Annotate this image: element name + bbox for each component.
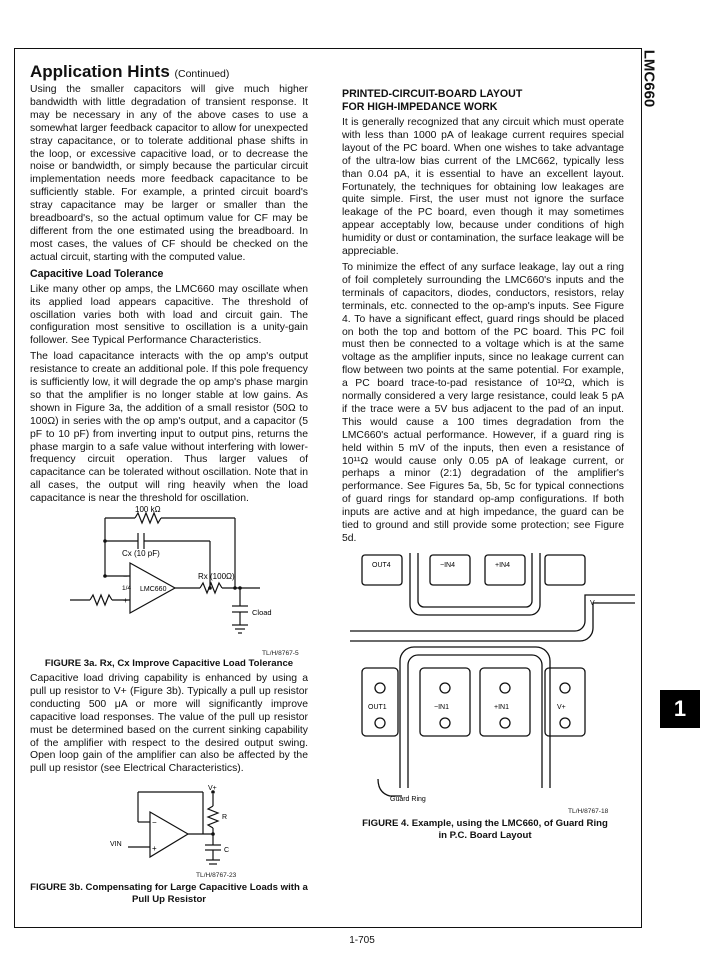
vplus-label: V+: [208, 785, 217, 792]
left-column: [30, 62, 308, 506]
section-tab: 1: [660, 690, 700, 728]
r-label: R: [222, 814, 228, 821]
vminus-label: V−: [590, 600, 599, 607]
svg-text:+: +: [123, 596, 128, 605]
figure-4-caption: FIGURE 4. Example, using the LMC660, of Guard Ring in P.C. Board Layout: [362, 818, 608, 841]
fig4-reference: TL/H/8767-18: [568, 808, 609, 815]
vplus-label: V+: [557, 704, 566, 711]
in4-minus-label: −IN4: [440, 562, 455, 569]
figure-4-pcb-layout: [350, 553, 635, 808]
section-heading: FOR HIGH-IMPEDANCE WORK: [342, 101, 498, 113]
feedback-resistor-label: 100 kΩ: [135, 505, 161, 514]
paragraph: The load capacitance interacts with the op amp's output resistance to create an additional pole. If this pole frequency is sufficiently low, it will degrade the op amp's phase margin so that the amplifier is no longer stable at low gains. As shown in Figure 3a, the addition of a small resistor (50Ω to 100Ω) in series with the op amp's output, and a capacitor (5 pF to 10 pF) from inverting input to output pins, returns the phase margin to a safe value without interfering with lower-frequency circuit operation. Thus larger values of capacitance can be tolerated without oscillation. Note that in all cases, the output will ring heavily when the load capacitance is near the threshold for oscillation.: [30, 351, 308, 505]
guard-ring-label: Guard Ring: [390, 796, 426, 803]
paragraph: Capacitive load driving capability is enhanced by using a pull up resistor to V+ (Figure 3b). Typically a pull up resistor conducting 500 μA or more will significantly improve capacitive load responses. The value of the pull up resistor must be determined based on the current sinking capability of the amplifier with respect to the desired output swing. Open loop gain of the amplifier can also be affected by the pull up resistor (see Electrical Characteristics).: [30, 673, 308, 775]
svg-text:+: +: [152, 844, 157, 853]
cx-label: Cx (10 pF): [122, 549, 160, 558]
cload-label: Cload: [252, 608, 272, 617]
section-heading: PRINTED-CIRCUIT-BOARD LAYOUT: [342, 88, 523, 100]
svg-text:−: −: [152, 818, 157, 827]
subheading: Capacitive Load Tolerance: [30, 267, 164, 280]
out1-label: OUT1: [368, 704, 387, 711]
section-heading: Application Hints (Continued): [30, 62, 230, 81]
figure-3b-caption: FIGURE 3b. Compensating for Large Capacitive Loads with a Pull Up Resistor: [30, 882, 308, 905]
rx-label: Rx (100Ω): [198, 572, 235, 581]
vin-label: VIN: [110, 841, 122, 848]
paragraph: Using the smaller capacitors will give much higher bandwidth with little degradation of transient response. It may be necessary in any of the above cases to use a somewhat larger feedback capacitor to allow for unexpected stray capacitance, or to tolerate additional phase shifts in the loop, or excessive capacitive load, or to decrease the noise or bandwidth, or simply because the particular circuit implementation needs more feedback capacitance to be sufficiently stable. For example, a printed circuit board's stray capacitance may be larger or smaller than the breadboard's, so the actual optimum value for CF may be different from the one estimated using the breadboard. In most cases, the values of CF should be checked on the actual circuit, starting with the computed value.: [30, 84, 308, 263]
in1-plus-label: +IN1: [494, 704, 509, 711]
in1-minus-label: −IN1: [434, 704, 449, 711]
ic-label: LMC660: [140, 586, 167, 593]
part-number-vertical: LMC660: [640, 49, 658, 108]
figure-3a-caption: FIGURE 3a. Rx, Cx Improve Capacitive Load Tolerance: [44, 658, 294, 669]
paragraph: It is generally recognized that any circuit which must operate with less than 1000 pA of leakage current requires special layout of the PC board. When one wishes to take advantage of the ultra-low bias current of the LMC662, typically less than 0.04 pA, it is essential to have an excellent layout. Fortunately, the techniques for obtaining low leakages are quite simple. First, the user must not ignore the surface leakage of the PC board, even though it may sometimes appear acceptably low, because under conditions of high humidity or dust or contamination, the surface leakage will be appreciable.: [342, 117, 624, 258]
svg-text:−: −: [123, 572, 128, 581]
page-number: 1-705: [349, 935, 375, 946]
figure-3a-schematic: [60, 503, 310, 648]
paragraph: Like many other op amps, the LMC660 may oscillate when its applied load appears capacitive. The threshold of oscillation varies both with load and circuit gain. The configuration most sensitive to oscillation is a unity-gain follower. See Typical Performance Characteristics.: [30, 283, 308, 347]
out4-label: OUT4: [372, 562, 391, 569]
left-column-lower: [30, 673, 308, 776]
paragraph: To minimize the effect of any surface leakage, lay out a ring of foil completely surrounding the LMC660's inputs and the terminals of capacitors, diodes, conductors, resistors, relay terminals, etc. connected to the op-amp's inputs. See Figure 4. To have a significant effect, guard rings should be placed on both the top and bottom of the PC board. This PC foil must then be connected to a voltage which is at the same voltage as the amplifier inputs, since no leakage current can flow between two points at the same potential. For example, a PC board trace-to-pad resistance of 10¹²Ω, which is normally considered a very large resistance, could leak 5 pA if the trace were a 5V bus adjacent to the pad of an input. This would cause a 100 times degradation from the LMC660's actual performance. However, if a guard ring is held within 5 mV of the inputs, then even a resistance of 10¹¹Ω would cause only 0.05 pA of leakage current, or perhaps a minor (2:1) degradation of the amplifier's performance. See Figures 5a, 5b, 5c for typical connections of guard rings for standard op-amp configurations. If both inputs are active and at high impedance, the guard can be tied to ground and still provide some protection; see Figure 5d.: [342, 261, 624, 544]
fig3b-reference: TL/H/8767-23: [196, 872, 237, 879]
right-column: [342, 88, 624, 546]
quarter-label: 1/4: [122, 585, 132, 592]
figure-3b-schematic: [108, 782, 258, 877]
fig3a-reference: TL/H/8767-5: [262, 650, 299, 657]
in4-plus-label: +IN4: [495, 562, 510, 569]
c-label: C: [224, 847, 230, 854]
